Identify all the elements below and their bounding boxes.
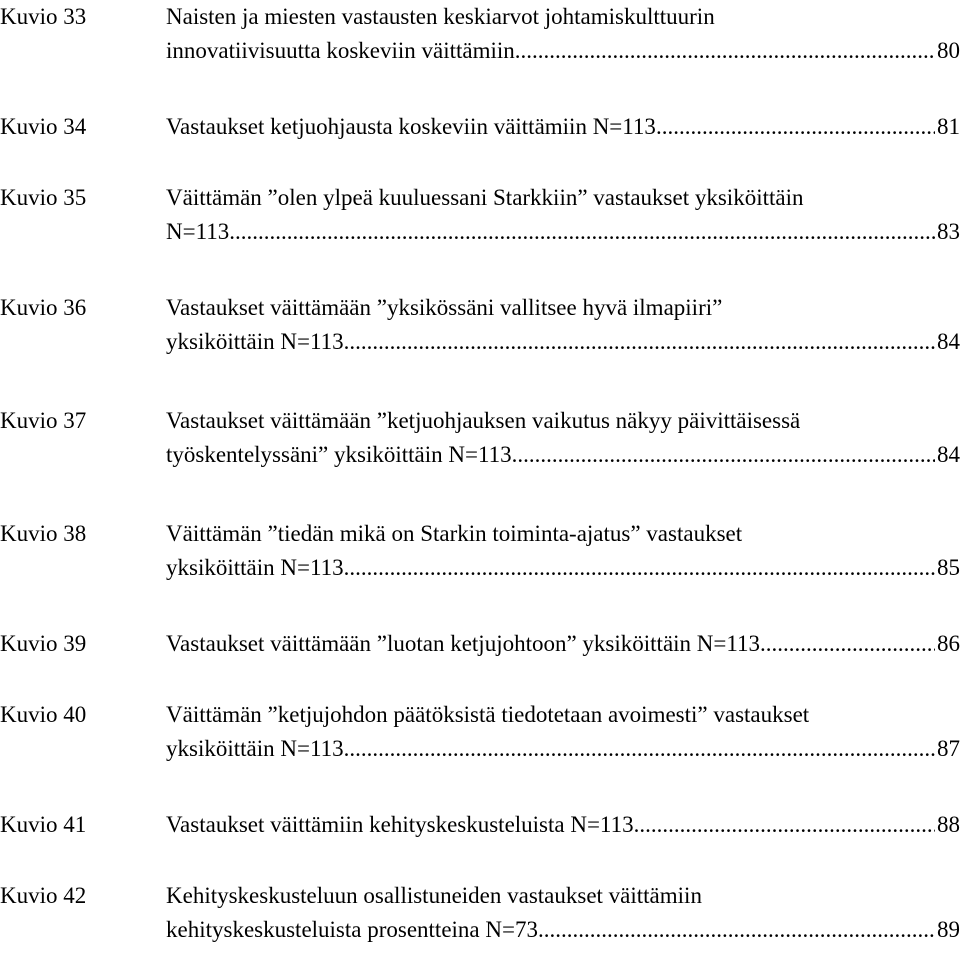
- figure-number: Kuvio 38: [0, 521, 87, 546]
- entry-title-line: Vastaukset väittämään ”luotan ketjujohtoon” yksiköittäin N=113: [166, 631, 761, 656]
- page-number: 85: [937, 555, 960, 580]
- figure-number: Kuvio 41: [0, 812, 87, 837]
- dot-leader: [344, 551, 935, 585]
- dot-leader: [538, 913, 935, 947]
- entry-title-line: Kehityskeskusteluun osallistuneiden vastaukset väittämiin: [166, 883, 702, 908]
- entry-title-line: Vastaukset väittämään ”yksikössäni vallitsee hyvä ilmapiiri”: [166, 295, 723, 320]
- entry-title-line: Väittämän ”ketjujohdon päätöksistä tiedotetaan avoimesti” vastaukset: [166, 702, 810, 727]
- page-number: 84: [937, 442, 960, 467]
- entry-title-line: innovatiivisuutta koskeviin väittämiin: [166, 38, 515, 63]
- dot-leader: [344, 732, 935, 766]
- entry-title-line: N=113: [166, 219, 230, 244]
- page-number: 83: [937, 219, 960, 244]
- entry-title-line: Väittämän ”olen ylpeä kuuluessani Starkkiin” vastaukset yksiköittäin: [166, 185, 804, 210]
- figure-number: Kuvio 35: [0, 185, 87, 210]
- entry-title-line: Vastaukset väittämiin kehityskeskusteluista N=113: [166, 812, 634, 837]
- dot-leader: [634, 808, 935, 842]
- page-number: 86: [937, 631, 960, 656]
- page-number: 89: [937, 917, 960, 942]
- figure-number: Kuvio 37: [0, 408, 87, 433]
- dot-leader: [515, 34, 935, 68]
- entry-title-line: Väittämän ”tiedän mikä on Starkin toiminta-ajatus” vastaukset: [166, 521, 743, 546]
- page-number: 84: [937, 329, 960, 354]
- dot-leader: [512, 438, 935, 472]
- entry-title-line: kehityskeskusteluista prosentteina N=73: [166, 917, 538, 942]
- dot-leader: [229, 215, 935, 249]
- figure-number: Kuvio 40: [0, 702, 87, 727]
- entry-title-line: yksiköittäin N=113: [166, 329, 344, 354]
- dot-leader: [344, 325, 935, 359]
- entry-title-line: yksiköittäin N=113: [166, 555, 344, 580]
- entry-title-line: yksiköittäin N=113: [166, 736, 344, 761]
- entry-title-line: työskentelyssäni” yksiköittäin N=113: [166, 442, 512, 467]
- entry-title-line: Vastaukset ketjuohjausta koskeviin väittämiin N=113: [166, 114, 656, 139]
- figure-number: Kuvio 34: [0, 114, 87, 139]
- page-number: 88: [937, 812, 960, 837]
- dot-leader: [760, 627, 935, 661]
- figure-number: Kuvio 33: [0, 4, 87, 29]
- figure-number: Kuvio 36: [0, 295, 87, 320]
- page-number: 87: [937, 736, 960, 761]
- figure-number: Kuvio 39: [0, 631, 87, 656]
- entry-title-line: Naisten ja miesten vastausten keskiarvot johtamiskulttuurin: [166, 4, 715, 29]
- page-number: 80: [937, 38, 960, 63]
- entry-title-line: Vastaukset väittämään ”ketjuohjauksen vaikutus näkyy päivittäisessä: [166, 408, 801, 433]
- figure-number: Kuvio 42: [0, 883, 87, 908]
- page-number: 81: [937, 114, 960, 139]
- dot-leader: [656, 110, 935, 144]
